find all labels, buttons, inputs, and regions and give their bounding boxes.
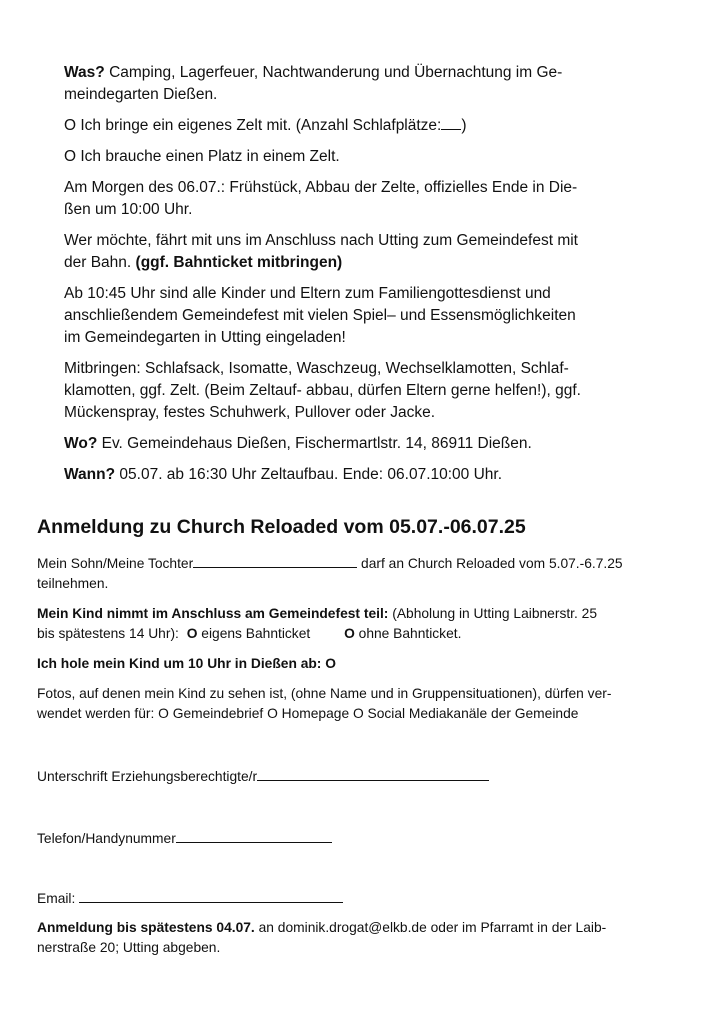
- tent-need-text: O Ich brauche einen Platz in einem Zelt.: [64, 148, 340, 165]
- morning-text-2: ßen um 10:00 Uhr.: [64, 201, 193, 218]
- service-text-1: Ab 10:45 Uhr sind alle Kinder und Eltern zum Familiengottesdienst und: [64, 285, 551, 302]
- wo-label: Wo?: [64, 435, 98, 452]
- email-line[interactable]: [79, 888, 343, 903]
- bring-paragraph: [64, 358, 664, 424]
- signature-row: [37, 766, 687, 787]
- tent-own-option: [64, 115, 664, 137]
- child-line-2: teilnehmen.: [37, 576, 109, 591]
- festival-participation: [37, 604, 687, 644]
- tent-need-option: [64, 146, 664, 168]
- option-no-ticket: ohne Bahnticket.: [358, 626, 462, 641]
- option-mark-no-ticket[interactable]: O: [344, 626, 355, 641]
- photos-text-2: wendet werden für: O Gemeindebrief O Homepage O Social Mediakanäle der Gemeinde: [37, 706, 579, 721]
- phone-label: Telefon/Handynummer: [37, 831, 176, 846]
- child-suffix: darf an Church Reloaded vom 5.07.-6.7.25: [361, 556, 623, 571]
- wann-paragraph: [64, 464, 664, 486]
- was-text: Camping, Lagerfeuer, Nachtwanderung und Übernachtung im Ge-: [109, 64, 563, 81]
- deadline-text: an dominik.drogat@elkb.de oder im Pfarramt in der Laib-: [258, 920, 607, 935]
- service-text-2: anschließendem Gemeindefest mit vielen Spiel– und Essensmöglichkeiten: [64, 307, 576, 324]
- service-text-3: im Gemeindegarten in Utting eingeladen!: [64, 329, 346, 346]
- signature-label: Unterschrift Erziehungsberechtigte/r: [37, 769, 258, 784]
- pickup-line: [37, 654, 687, 674]
- option-own-ticket: eigens Bahnticket: [201, 626, 311, 641]
- bring-text-1: Mitbringen: Schlafsack, Isomatte, Waschzeug, Wechselklamotten, Schlaf-: [64, 360, 569, 377]
- tent-own-end: ): [461, 117, 467, 134]
- festival-bold: Mein Kind nimmt im Anschluss am Gemeindefest teil:: [37, 606, 389, 621]
- signature-line[interactable]: [257, 766, 489, 781]
- email-label: Email:: [37, 891, 76, 906]
- train-paragraph: [64, 230, 664, 274]
- wo-text: Ev. Gemeindehaus Dießen, Fischermartlstr. 14, 86911 Dießen.: [101, 435, 532, 452]
- option-mark-ticket[interactable]: O: [186, 626, 198, 641]
- child-prefix: Mein Sohn/Meine Tochter: [37, 556, 194, 571]
- sleeping-places-line[interactable]: [441, 115, 461, 130]
- email-row: [37, 888, 687, 909]
- train-text-2: der Bahn.: [64, 254, 132, 271]
- registration-heading: Anmeldung zu Church Reloaded vom 05.07.-06.07.25: [37, 516, 526, 538]
- festival-text: (Abholung in Utting Laibnerstr. 25: [392, 606, 598, 621]
- wann-text: 05.07. ab 16:30 Uhr Zeltaufbau. Ende: 06.07.10:00 Uhr.: [119, 466, 503, 483]
- pickup-checkbox[interactable]: O: [325, 656, 336, 671]
- morning-paragraph: [64, 177, 664, 221]
- event-details: [64, 62, 664, 495]
- photo-consent: [37, 684, 687, 724]
- deadline-bold: Anmeldung bis spätestens 04.07.: [37, 920, 255, 935]
- child-name-line[interactable]: [193, 553, 357, 568]
- wo-paragraph: [64, 433, 664, 455]
- child-participation: [37, 553, 687, 594]
- phone-row: [37, 828, 687, 849]
- train-ticket-note: (ggf. Bahnticket mitbringen): [135, 254, 343, 271]
- morning-text-1: Am Morgen des 06.07.: Frühstück, Abbau der Zelte, offizielles Ende in Die-: [64, 179, 578, 196]
- festival-line-2: bis spätestens 14 Uhr):: [37, 626, 179, 641]
- deadline-line-2: nerstraße 20; Utting abgeben.: [37, 940, 221, 955]
- was-text-2: meindegarten Dießen.: [64, 86, 218, 103]
- tent-own-text: O Ich bringe ein eigenes Zelt mit. (Anzahl Schlafplätze:: [64, 117, 442, 134]
- was-paragraph: [64, 62, 664, 106]
- deadline-note: [37, 918, 687, 958]
- bring-text-2: klamotten, ggf. Zelt. (Beim Zeltauf- abbau, dürfen Eltern gerne helfen!), ggf.: [64, 382, 581, 399]
- service-paragraph: [64, 283, 664, 349]
- photos-text-1: Fotos, auf denen mein Kind zu sehen ist, (ohne Name und in Gruppensituationen), dürfen ver-: [37, 686, 612, 701]
- train-text-1: Wer möchte, fährt mit uns im Anschluss nach Utting zum Gemeindefest mit: [64, 232, 578, 249]
- was-label: Was?: [64, 64, 105, 81]
- bring-text-3: Mückenspray, festes Schuhwerk, Pullover oder Jacke.: [64, 404, 436, 421]
- pickup-text: Ich hole mein Kind um 10 Uhr in Dießen ab:: [37, 656, 322, 671]
- phone-line[interactable]: [176, 828, 332, 843]
- wann-label: Wann?: [64, 466, 116, 483]
